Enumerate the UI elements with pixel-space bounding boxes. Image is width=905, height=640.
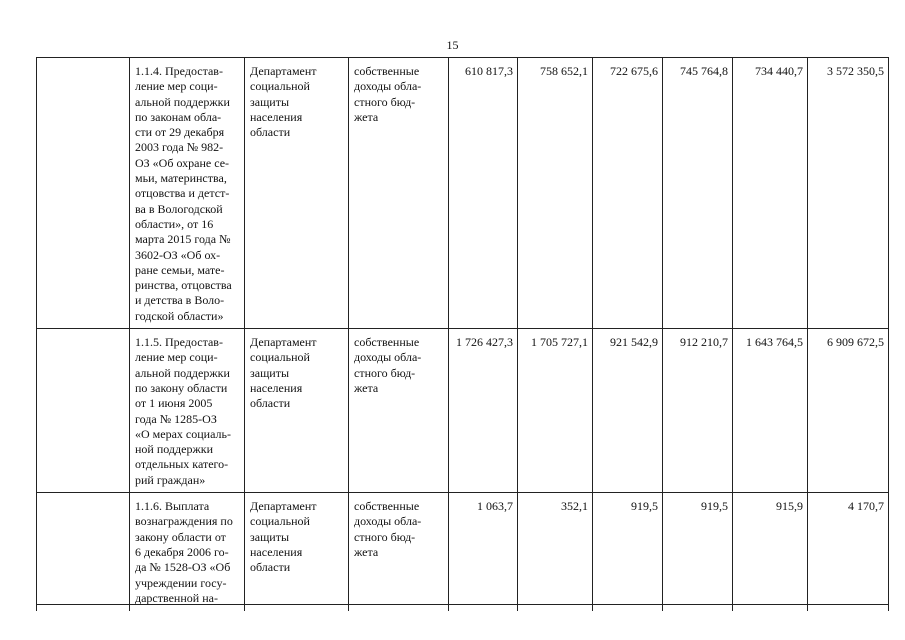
value-cell: 1 726 427,3 xyxy=(449,329,518,493)
empty-cell xyxy=(37,58,130,329)
funding-source-cell: собственные доходы обла- стного бюд- жета xyxy=(349,58,449,329)
total-cell: 6 909 672,5 xyxy=(808,329,889,493)
empty-cell xyxy=(37,493,130,611)
value-cell: 610 817,3 xyxy=(449,58,518,329)
value-cell: 915,9 xyxy=(733,493,808,611)
value-cell: 1 063,7 xyxy=(449,493,518,611)
table-row xyxy=(37,493,889,611)
total-cell: 3 572 350,5 xyxy=(808,58,889,329)
budget-table xyxy=(36,57,889,611)
value-cell: 912 210,7 xyxy=(663,329,733,493)
table-bottom-border xyxy=(36,604,889,605)
funding-source-cell: собственные доходы обла- стного бюд- жета xyxy=(349,329,449,493)
executor-cell: Департамент социальной защиты населения области xyxy=(245,493,349,611)
value-cell: 758 652,1 xyxy=(518,58,593,329)
value-cell: 921 542,9 xyxy=(593,329,663,493)
executor-cell: Департамент социальной защиты населения области xyxy=(245,329,349,493)
measure-cell: 1.1.6. Выплата вознаграждения по закону области от 6 декабря 2006 го- да № 1528-ОЗ «Об учреждении госу- дарственной на- xyxy=(130,493,245,611)
value-cell: 352,1 xyxy=(518,493,593,611)
value-cell: 1 643 764,5 xyxy=(733,329,808,493)
table-row xyxy=(37,329,889,493)
value-cell: 919,5 xyxy=(593,493,663,611)
measure-cell: 1.1.5. Предостав- ление мер соци- альной поддержки по закону области от 1 июня 2005 года № 1285-ОЗ «О мерах социаль- ной поддержки отдельных катего- рий граждан» xyxy=(130,329,245,493)
value-cell: 745 764,8 xyxy=(663,58,733,329)
value-cell: 919,5 xyxy=(663,493,733,611)
value-cell: 1 705 727,1 xyxy=(518,329,593,493)
value-cell: 722 675,6 xyxy=(593,58,663,329)
funding-source-cell: собственные доходы обла- стного бюд- жета xyxy=(349,493,449,611)
table-row xyxy=(37,58,889,329)
empty-cell xyxy=(37,329,130,493)
value-cell: 734 440,7 xyxy=(733,58,808,329)
measure-cell: 1.1.4. Предостав- ление мер соци- альной поддержки по законам обла- сти от 29 декабря 2003 года № 982- ОЗ «Об охране се- мьи, материнства, отцовства и детст- ва в Вологодской области», от 16 марта 2015 года № 3602-ОЗ «Об ох- ране семьи, мате- ринства, отцовства и детства в Воло- годской области» xyxy=(130,58,245,329)
total-cell: 4 170,7 xyxy=(808,493,889,611)
executor-cell: Департамент социальной защиты населения области xyxy=(245,58,349,329)
page-number: 15 xyxy=(446,38,459,52)
